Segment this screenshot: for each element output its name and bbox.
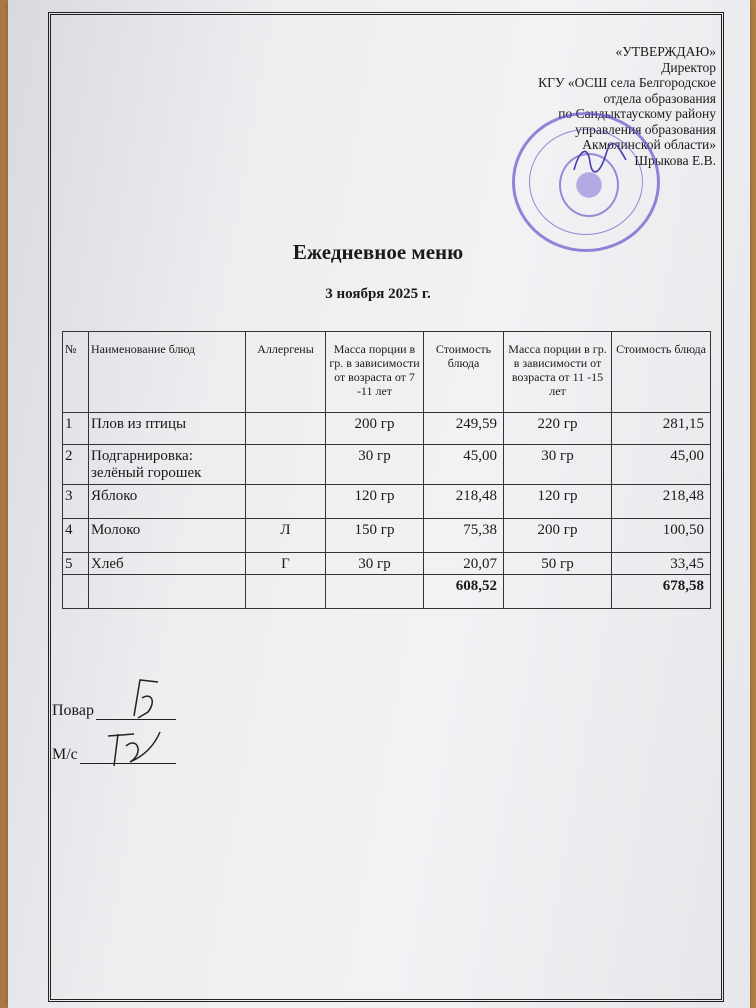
approval-line: управления образования bbox=[575, 121, 716, 137]
approval-line: Директор bbox=[661, 59, 716, 75]
row-number: 3 bbox=[63, 485, 89, 519]
approval-line: по Сандыктаускому району bbox=[558, 106, 716, 121]
approval-line: Шрыкова Е.В. bbox=[634, 152, 716, 168]
row-number: 1 bbox=[63, 413, 89, 445]
header-allergens: Аллергены bbox=[246, 332, 326, 413]
approval-line: «УТВЕРЖДАЮ» bbox=[615, 44, 716, 59]
table-row bbox=[63, 519, 711, 553]
mass-7-11-cell: 30 гр bbox=[326, 445, 424, 485]
cost-7-11-cell: 218,48 bbox=[424, 485, 504, 519]
mass-11-15-cell: 120 гр bbox=[504, 485, 612, 519]
cost-11-15-cell: 100,50 bbox=[612, 519, 711, 553]
table-row bbox=[63, 445, 711, 485]
page-title: Ежедневное меню bbox=[292, 240, 464, 264]
table-header-row bbox=[63, 332, 711, 413]
cost-11-15-cell: 45,00 bbox=[612, 445, 711, 485]
menu-table bbox=[62, 331, 711, 609]
mass-11-15-cell: 30 гр bbox=[504, 445, 612, 485]
header-mass-11-15: Масса порции в гр. в зависимости от возраста от 11 -15 лет bbox=[504, 332, 612, 413]
row-number: 4 bbox=[63, 519, 89, 553]
allergen-cell: Г bbox=[246, 553, 326, 575]
cook-label: Повар bbox=[52, 702, 94, 719]
header-number: № bbox=[63, 332, 89, 413]
dish-name: Подгарнировка: зелёный горошек bbox=[89, 445, 246, 485]
official-stamp-icon bbox=[512, 112, 660, 252]
menu-date: 3 ноября 2025 г. bbox=[325, 286, 431, 302]
total-cost-7-11: 608,52 bbox=[424, 575, 504, 609]
cost-11-15-cell: 281,15 bbox=[612, 413, 711, 445]
mass-11-15-cell: 200 гр bbox=[504, 519, 612, 553]
cost-11-15-cell: 218,48 bbox=[612, 485, 711, 519]
header-cost-7-11: Стоимость блюда bbox=[424, 332, 504, 413]
dish-name: Плов из птицы bbox=[89, 413, 246, 445]
approval-line: КГУ «ОСШ села Белгородское bbox=[538, 75, 716, 90]
mass-7-11-cell: 150 гр bbox=[326, 519, 424, 553]
table-row bbox=[63, 553, 711, 575]
total-cost-11-15: 678,58 bbox=[612, 575, 711, 609]
approval-line: отдела образования bbox=[603, 90, 716, 106]
mass-7-11-cell: 200 гр bbox=[326, 413, 424, 445]
cost-7-11-cell: 249,59 bbox=[424, 413, 504, 445]
cost-7-11-cell: 75,38 bbox=[424, 519, 504, 553]
allergen-cell: Л bbox=[246, 519, 326, 553]
nurse-label: М/с bbox=[52, 746, 78, 763]
table-row bbox=[63, 413, 711, 445]
dish-name: Яблоко bbox=[89, 485, 246, 519]
cost-11-15-cell: 33,45 bbox=[612, 553, 711, 575]
approval-line: Акмолинской области» bbox=[582, 137, 716, 152]
table-total-row bbox=[63, 575, 711, 609]
allergen-cell bbox=[246, 413, 326, 445]
nurse-signature-icon bbox=[104, 726, 164, 770]
cost-7-11-cell: 45,00 bbox=[424, 445, 504, 485]
dish-name: Молоко bbox=[89, 519, 246, 553]
mass-7-11-cell: 30 гр bbox=[326, 553, 424, 575]
allergen-cell bbox=[246, 445, 326, 485]
row-number: 5 bbox=[63, 553, 89, 575]
header-cost-11-15: Стоимость блюда bbox=[612, 332, 711, 413]
allergen-cell bbox=[246, 485, 326, 519]
header-mass-7-11: Масса порции в гр. в зависимости от возраста от 7 -11 лет bbox=[326, 332, 424, 413]
dish-name: Хлеб bbox=[89, 553, 246, 575]
cost-7-11-cell: 20,07 bbox=[424, 553, 504, 575]
header-dish-name: Наименование блюд bbox=[89, 332, 246, 413]
row-number: 2 bbox=[63, 445, 89, 485]
cook-signature-icon bbox=[128, 676, 168, 722]
table-row bbox=[63, 485, 711, 519]
mass-11-15-cell: 50 гр bbox=[504, 553, 612, 575]
mass-7-11-cell: 120 гр bbox=[326, 485, 424, 519]
director-signature-icon bbox=[570, 140, 630, 180]
mass-11-15-cell: 220 гр bbox=[504, 413, 612, 445]
